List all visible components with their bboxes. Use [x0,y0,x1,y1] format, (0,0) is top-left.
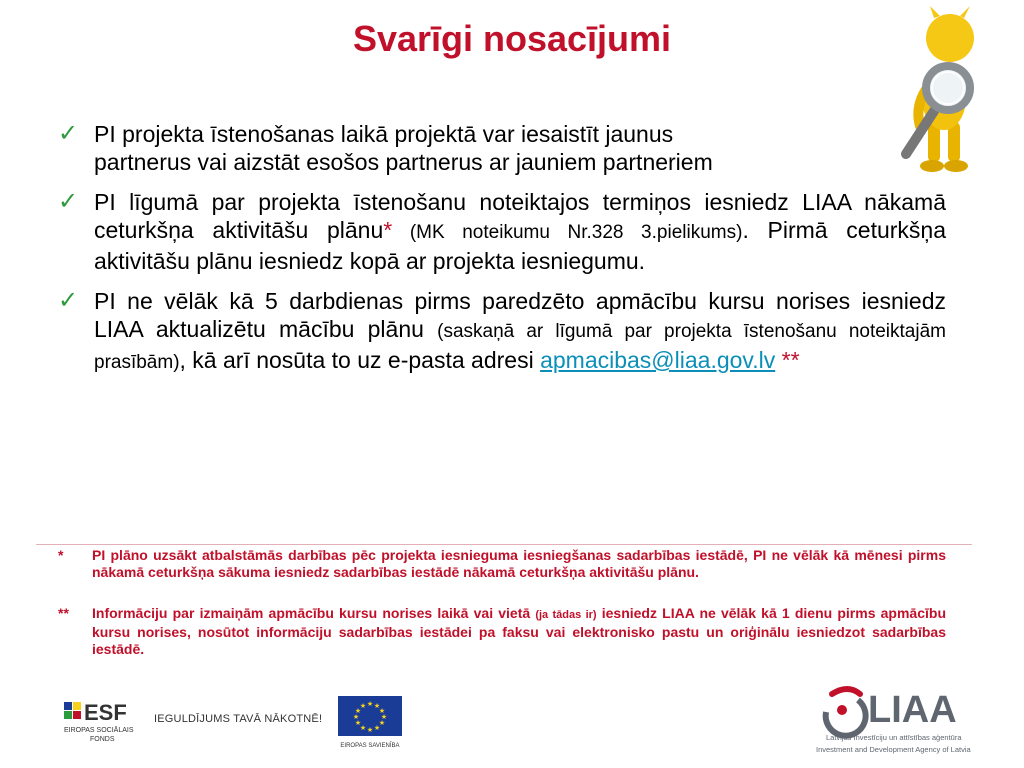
footnote [58,547,946,581]
esf-subtitle: EIROPAS SOCIĀLAIS [64,727,134,734]
eu-caption: EIROPAS SAVIENĪBA [340,743,400,749]
bullet-text [94,287,946,377]
bullet-text-part: , kā arī nosūta to uz e-pasta adresi [179,347,541,373]
bullet-line: PI projekta īstenošanas laikā projektā var iesaistīt jaunus [94,121,674,147]
svg-text:★: ★ [359,724,367,732]
page-title: Svarīgi nosacījumi [352,18,672,59]
liaa-name: LIAA [868,689,957,731]
svg-text:★: ★ [366,726,374,734]
liaa-logo [812,672,1006,762]
esf-name: ESF [84,700,127,725]
bullet-text-part: PI ne vēlāk kā 5 darbdienas pirms paredzēto apmācību kursu norises iesniedz LIAA aktualizētu mācību plānu [94,288,946,342]
bullet-list [58,120,946,389]
footnote-note: (ja tādas ir) [535,609,597,621]
bullet-note: (MK noteikumu Nr.328 3.pielikums) [392,222,743,243]
divider [36,544,972,545]
svg-text:★: ★ [354,719,362,727]
esf-logo [62,692,142,744]
svg-text:★: ★ [378,707,386,715]
svg-text:★: ★ [354,707,362,715]
footnote-marker: ** [58,605,69,621]
bullet-text-part: . Pirmā ceturkšņa aktivitāšu plānu iesniedz kopā ar projekta iesniegumu. [94,217,947,274]
eu-flag-icon [336,694,404,750]
bullet-text [94,120,946,176]
liaa-subtitle: Investment and Development Agency of Latvia [816,745,971,754]
check-icon: ✓ [58,287,79,314]
footnote-ref: ** [775,347,800,373]
svg-text:★: ★ [378,719,386,727]
bullet-note: (saskaņā ar līgumā par projekta īstenošanu noteiktajām prasībām) [94,321,946,373]
footnote-marker: * [58,547,64,563]
svg-text:★: ★ [380,713,388,721]
footnote-text-part: Informāciju par izmaiņām apmācību kursu norises laikā vai vietā [92,605,536,621]
list-item [58,188,946,275]
svg-text:★: ★ [359,702,367,710]
bullet-text [94,188,946,275]
slogan: IEGULDĪJUMS TAVĀ NĀKOTNĒ! [154,713,323,725]
footnote-text: PI plāno uzsākt atbalstāmās darbības pēc projekta iesnieguma iesniegšanas sadarbības iestādē, PI ne vēlāk kā mēnesi pirms nākamā ceturkšņa sākuma iesniedz sadarbības iestādē nākamā ceturkšņa aktivitāšu plānu. [92,547,946,580]
svg-text:★: ★ [373,724,381,732]
logo-bar [0,660,1024,768]
check-icon: ✓ [58,188,79,215]
bullet-line: partnerus vai aizstāt esošos partnerus ar jauniem partneriem [94,149,713,175]
bullet-text-part: PI līgumā par projekta īstenošanu noteiktajos termiņos iesniedz LIAA nākamā ceturkšņa aktivitāšu plānu [94,189,946,243]
footnote [58,605,946,658]
footnote-text-part: iesniedz LIAA ne vēlāk kā 1 dienu pirms apmācību kursu norises, nosūtot informāciju sadarbības iestādei pa faksu vai elektronisko pastu un oriģinālu iesniedzot sadarbības iestādē. [92,605,946,657]
list-item [58,287,946,377]
svg-text:★: ★ [352,713,360,721]
liaa-subtitle: Latvijas Investīciju un attīstības aģentūra [826,733,962,742]
svg-text:★: ★ [366,700,374,708]
email-link[interactable]: apmacibas@liaa.gov.lv [540,347,776,373]
footnote-ref: * [383,217,393,243]
list-item [58,120,946,176]
check-icon: ✓ [58,120,79,147]
footnote-text [92,605,946,658]
svg-text:★: ★ [373,702,381,710]
esf-subtitle: FONDS [90,736,115,743]
